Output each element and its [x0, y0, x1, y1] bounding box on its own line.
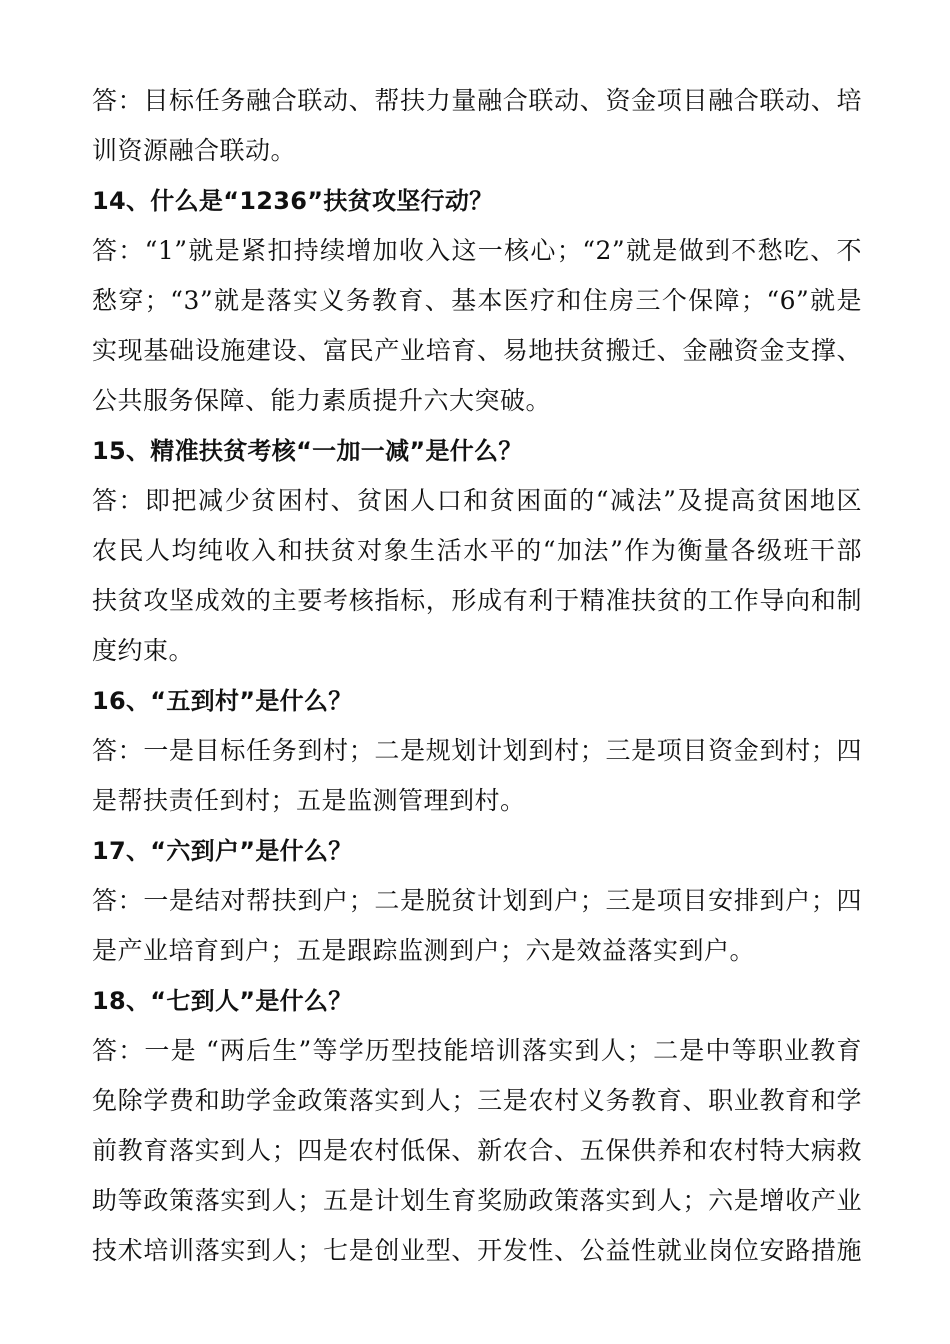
answer-line: 答：“1”就是紧扣持续增加收入这一核心；“2”就是做到不愁吃、不	[92, 236, 862, 265]
answer-line: 答：目标任务融合联动、帮扶力量融合联动、资金项目融合联动、培	[92, 86, 862, 115]
question-16	[92, 676, 862, 726]
answer-line: 是帮扶责任到村；五是监测管理到村。	[92, 786, 526, 815]
answer-line: 助等政策落实到人；五是计划生育奖励政策落实到人；六是增收产业	[92, 1186, 862, 1215]
answer-line: 免除学费和助学金政策落实到人；三是农村义务教育、职业教育和学	[92, 1086, 862, 1115]
question-17	[92, 826, 862, 876]
question-14	[92, 176, 862, 226]
question-15	[92, 426, 862, 476]
question-heading: 15、精准扶贫考核“一加一减”是什么？	[92, 437, 523, 465]
answer-line: 愁穿；“3”就是落实义务教育、基本医疗和住房三个保障；“6”就是	[92, 286, 862, 315]
answer-15	[92, 476, 862, 676]
answer-17	[92, 876, 862, 976]
answer-line: 扶贫攻坚成效的主要考核指标，形成有利于精准扶贫的工作导向和制	[92, 586, 862, 615]
answer-line: 训资源融合联动。	[92, 136, 297, 165]
answer-14	[92, 226, 862, 426]
answer-line: 前教育落实到人；四是农村低保、新农合、五保供养和农村特大病救	[92, 1136, 862, 1165]
answer-line: 是产业培育到户；五是跟踪监测到户；六是效益落实到户。	[92, 936, 756, 965]
answer-line: 度约束。	[92, 636, 195, 665]
answer-line: 答：一是目标任务到村；二是规划计划到村；三是项目资金到村；四	[92, 736, 862, 765]
answer-line: 实现基础设施建设、富民产业培育、易地扶贫搬迁、金融资金支撑、	[92, 336, 862, 365]
document-page	[92, 76, 862, 1276]
answer-line: 技术培训落实到人；七是创业型、开发性、公益性就业岗位安路措施	[92, 1236, 862, 1265]
question-18	[92, 976, 862, 1026]
question-heading: 14、什么是“1236”扶贫攻坚行动？	[92, 187, 494, 215]
answer-13	[92, 76, 862, 176]
question-heading: 18、“七到人”是什么？	[92, 987, 353, 1015]
answer-line: 答：即把减少贫困村、贫困人口和贫困面的“减法”及提高贫困地区	[92, 486, 862, 515]
answer-16	[92, 726, 862, 826]
answer-line: 农民人均纯收入和扶贫对象生活水平的“加法”作为衡量各级班干部	[92, 536, 862, 565]
question-heading: 17、“六到户”是什么？	[92, 837, 353, 865]
answer-line: 公共服务保障、能力素质提升六大突破。	[92, 386, 552, 415]
question-heading: 16、“五到村”是什么？	[92, 687, 353, 715]
answer-line: 答：一是结对帮扶到户；二是脱贫计划到户；三是项目安排到户；四	[92, 886, 862, 915]
answer-line: 答：一是 “两后生”等学历型技能培训落实到人；二是中等职业教育	[92, 1036, 862, 1065]
answer-18	[92, 1026, 862, 1276]
